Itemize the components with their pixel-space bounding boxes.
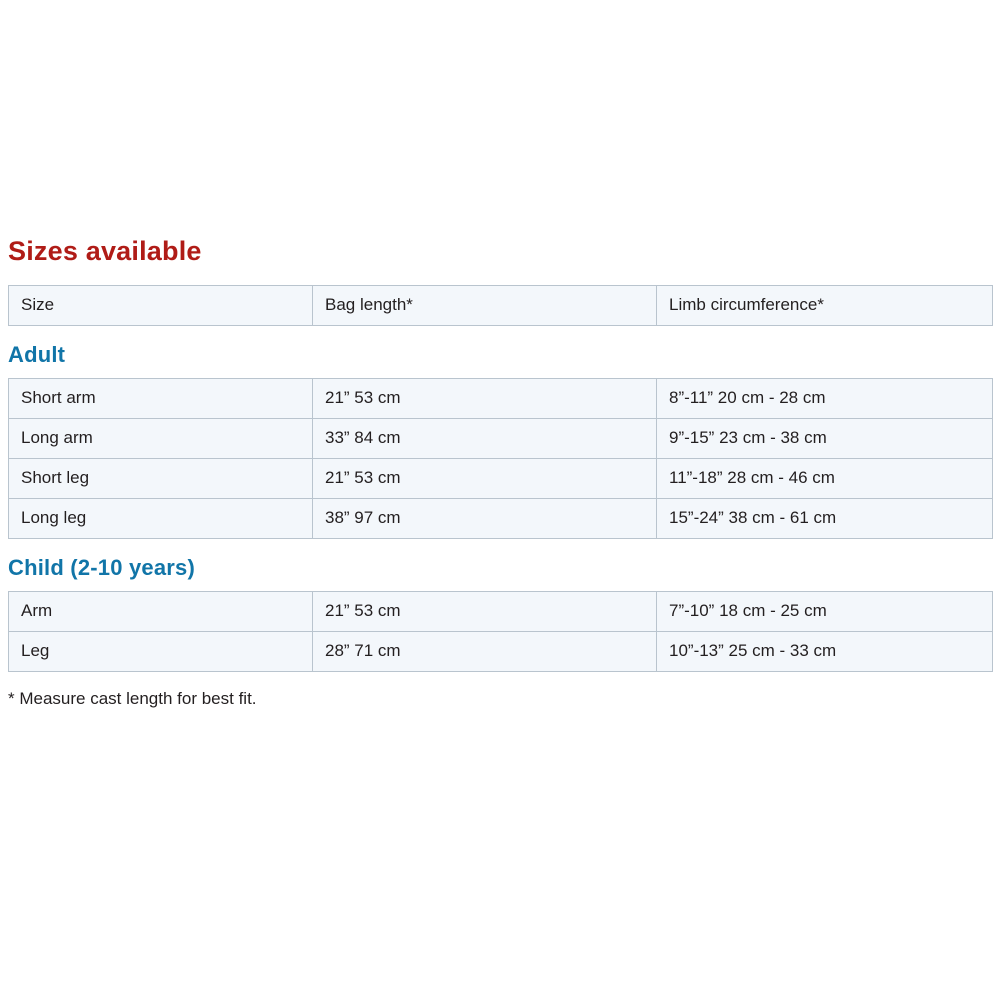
column-header-bag-length: Bag length*: [313, 286, 657, 326]
page-title: Sizes available: [8, 236, 202, 266]
cell-limb-circumference: 9”-15” 23 cm - 38 cm: [657, 419, 993, 459]
table-row: [9, 592, 993, 632]
cell-size: Leg: [9, 632, 313, 672]
table-child: [8, 591, 993, 672]
cell-bag-length: 21” 53 cm: [313, 592, 657, 632]
footnote: * Measure cast length for best fit.: [8, 689, 257, 708]
group-heading-child: Child (2-10 years): [8, 555, 196, 580]
cell-size: Arm: [9, 592, 313, 632]
table-row: [9, 379, 993, 419]
table-row: [9, 286, 993, 326]
column-header-limb-circumference: Limb circumference*: [657, 286, 993, 326]
cell-bag-length: 38” 97 cm: [313, 499, 657, 539]
cell-limb-circumference: 15”-24” 38 cm - 61 cm: [657, 499, 993, 539]
table-adult: [8, 378, 993, 539]
cell-bag-length: 33” 84 cm: [313, 419, 657, 459]
table-row: [9, 459, 993, 499]
cell-size: Short arm: [9, 379, 313, 419]
cell-bag-length: 21” 53 cm: [313, 379, 657, 419]
sizes-section: [8, 236, 992, 709]
cell-size: Short leg: [9, 459, 313, 499]
cell-size: Long leg: [9, 499, 313, 539]
group-heading-adult: Adult: [8, 342, 66, 367]
cell-limb-circumference: 10”-13” 25 cm - 33 cm: [657, 632, 993, 672]
cell-limb-circumference: 11”-18” 28 cm - 46 cm: [657, 459, 993, 499]
table-row: [9, 632, 993, 672]
cell-limb-circumference: 7”-10” 18 cm - 25 cm: [657, 592, 993, 632]
table-header-row-wrapper: [8, 285, 993, 326]
table-row: [9, 419, 993, 459]
cell-size: Long arm: [9, 419, 313, 459]
cell-bag-length: 21” 53 cm: [313, 459, 657, 499]
cell-bag-length: 28” 71 cm: [313, 632, 657, 672]
column-header-size: Size: [9, 286, 313, 326]
table-row: [9, 499, 993, 539]
cell-limb-circumference: 8”-11” 20 cm - 28 cm: [657, 379, 993, 419]
